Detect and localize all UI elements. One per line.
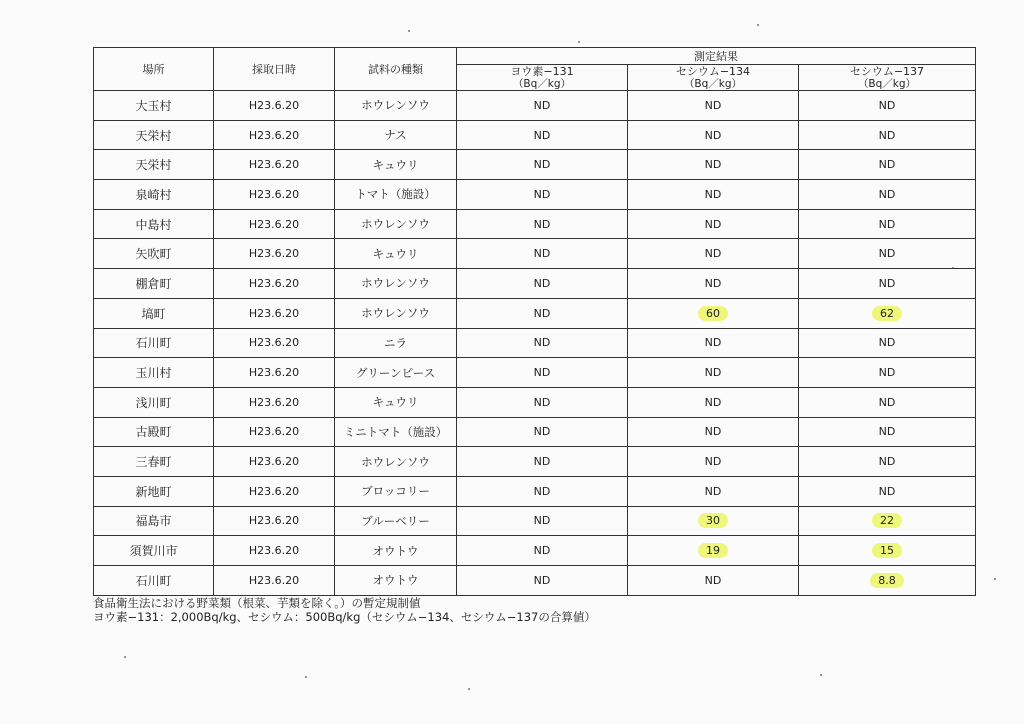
cell-date-value: H23.6.20 bbox=[248, 276, 300, 290]
cell-place bbox=[94, 120, 214, 150]
cell-cesium-134 bbox=[628, 180, 799, 210]
header-iodine-131-label: ヨウ素−131 bbox=[510, 64, 574, 78]
cell-place bbox=[94, 269, 214, 299]
table-row bbox=[94, 506, 976, 536]
cell-iodine-131 bbox=[457, 506, 628, 536]
highlighted-value: 8.8 bbox=[870, 573, 904, 588]
cell-sample-value: グリーンピース bbox=[355, 365, 436, 380]
table-row bbox=[94, 298, 976, 328]
cell-cesium-134 bbox=[628, 328, 799, 358]
cell-sample-value: ホウレンソウ bbox=[361, 454, 430, 469]
cell-sample bbox=[335, 209, 457, 239]
cell-place-value: 石川町 bbox=[135, 336, 172, 351]
cell-iodine-131-value: ND bbox=[533, 98, 551, 112]
cell-cesium-137-value: ND bbox=[878, 455, 896, 469]
cell-sample-value: オウトウ bbox=[372, 573, 419, 588]
cell-sample bbox=[335, 239, 457, 269]
cell-date bbox=[214, 120, 335, 150]
cell-iodine-131 bbox=[457, 566, 628, 596]
cell-cesium-137 bbox=[799, 150, 976, 180]
cell-cesium-137-value: ND bbox=[878, 276, 896, 290]
cell-date bbox=[214, 269, 335, 299]
table-row bbox=[94, 447, 976, 477]
header-iodine-131 bbox=[457, 65, 628, 91]
scan-speck bbox=[305, 676, 307, 678]
scan-speck bbox=[820, 674, 822, 676]
scan-speck bbox=[124, 656, 126, 658]
cell-cesium-137-value: ND bbox=[878, 217, 896, 231]
cell-cesium-134 bbox=[628, 358, 799, 388]
cell-sample-value: ホウレンソウ bbox=[361, 306, 430, 321]
cell-sample bbox=[335, 447, 457, 477]
table-row bbox=[94, 387, 976, 417]
cell-place bbox=[94, 328, 214, 358]
scan-speck bbox=[408, 30, 410, 32]
cell-place-value: 福島市 bbox=[135, 514, 172, 529]
cell-cesium-134-value: ND bbox=[704, 573, 722, 587]
cell-cesium-134 bbox=[628, 150, 799, 180]
cell-place-value: 須賀川市 bbox=[129, 544, 178, 559]
cell-sample bbox=[335, 269, 457, 299]
cell-sample-value: ナス bbox=[384, 128, 407, 143]
cell-date-value: H23.6.20 bbox=[248, 336, 300, 350]
cell-sample-value: ホウレンソウ bbox=[361, 217, 430, 232]
cell-sample bbox=[335, 180, 457, 210]
cell-date bbox=[214, 328, 335, 358]
cell-sample-value: トマト（施設） bbox=[355, 187, 436, 202]
note-line-1: 食品衛生法における野菜類（根菜、芋類を除く。）の暫定規制値 bbox=[93, 596, 421, 610]
cell-date bbox=[214, 150, 335, 180]
table-row bbox=[94, 120, 976, 150]
cell-date bbox=[214, 239, 335, 269]
cell-sample bbox=[335, 328, 457, 358]
cell-iodine-131-value: ND bbox=[533, 514, 551, 528]
cell-sample bbox=[335, 506, 457, 536]
header-cesium-137-label: セシウム−137 bbox=[849, 64, 925, 78]
cell-iodine-131-value: ND bbox=[533, 455, 551, 469]
cell-cesium-137 bbox=[799, 447, 976, 477]
table-row bbox=[94, 91, 976, 121]
cell-cesium-134-value: ND bbox=[704, 247, 722, 261]
header-cesium-137-unit: （Bq／kg） bbox=[857, 77, 917, 90]
cell-cesium-137 bbox=[799, 298, 976, 328]
cell-cesium-134-value: ND bbox=[704, 484, 722, 498]
cell-cesium-134-value: ND bbox=[704, 366, 722, 380]
cell-cesium-134-value: ND bbox=[704, 217, 722, 231]
cell-iodine-131 bbox=[457, 91, 628, 121]
cell-date-value: H23.6.20 bbox=[248, 128, 300, 142]
cell-cesium-137-value: ND bbox=[878, 247, 896, 261]
cell-date-value: H23.6.20 bbox=[248, 395, 300, 409]
highlighted-value: 15 bbox=[872, 543, 902, 558]
cell-cesium-134 bbox=[628, 387, 799, 417]
cell-date-value: H23.6.20 bbox=[248, 158, 300, 172]
cell-place bbox=[94, 209, 214, 239]
cell-cesium-134-value: ND bbox=[704, 276, 722, 290]
table-row bbox=[94, 239, 976, 269]
cell-cesium-137 bbox=[799, 91, 976, 121]
cell-iodine-131 bbox=[457, 476, 628, 506]
table-row bbox=[94, 269, 976, 299]
cell-cesium-137 bbox=[799, 417, 976, 447]
cell-place-value: 新地町 bbox=[135, 484, 172, 499]
cell-cesium-134 bbox=[628, 120, 799, 150]
cell-cesium-134 bbox=[628, 298, 799, 328]
table-row bbox=[94, 476, 976, 506]
cell-cesium-137 bbox=[799, 328, 976, 358]
cell-sample-value: ブルーベリー bbox=[361, 513, 430, 528]
regulation-notes bbox=[93, 596, 596, 624]
cell-date bbox=[214, 417, 335, 447]
cell-place-value: 棚倉町 bbox=[135, 276, 172, 291]
cell-cesium-134-value: ND bbox=[704, 395, 722, 409]
cell-cesium-137 bbox=[799, 387, 976, 417]
header-row-top bbox=[94, 48, 976, 65]
cell-sample-value: キュウリ bbox=[372, 395, 419, 410]
cell-place bbox=[94, 417, 214, 447]
cell-place bbox=[94, 536, 214, 566]
cell-sample-value: ミニトマト（施設） bbox=[343, 424, 448, 439]
table-row bbox=[94, 536, 976, 566]
cell-iodine-131-value: ND bbox=[533, 217, 551, 231]
cell-iodine-131 bbox=[457, 180, 628, 210]
cell-iodine-131 bbox=[457, 120, 628, 150]
cell-sample bbox=[335, 566, 457, 596]
header-cesium-137 bbox=[799, 65, 976, 91]
cell-iodine-131 bbox=[457, 358, 628, 388]
cell-cesium-137 bbox=[799, 506, 976, 536]
cell-place bbox=[94, 150, 214, 180]
cell-cesium-134 bbox=[628, 506, 799, 536]
cell-date-value: H23.6.20 bbox=[248, 187, 300, 201]
scan-speck bbox=[757, 24, 759, 26]
cell-date bbox=[214, 358, 335, 388]
cell-sample bbox=[335, 150, 457, 180]
cell-cesium-137-value: ND bbox=[878, 484, 896, 498]
cell-cesium-134-value: ND bbox=[704, 336, 722, 350]
cell-cesium-137-value: ND bbox=[878, 187, 896, 201]
cell-iodine-131 bbox=[457, 447, 628, 477]
header-iodine-131-unit: （Bq／kg） bbox=[512, 77, 572, 90]
cell-place bbox=[94, 476, 214, 506]
cell-cesium-134-value: ND bbox=[704, 187, 722, 201]
cell-cesium-134 bbox=[628, 417, 799, 447]
cell-cesium-134 bbox=[628, 209, 799, 239]
cell-iodine-131-value: ND bbox=[533, 484, 551, 498]
cell-cesium-134 bbox=[628, 536, 799, 566]
header-date: 採取日時 bbox=[214, 48, 335, 91]
cell-date-value: H23.6.20 bbox=[248, 544, 300, 558]
cell-place bbox=[94, 506, 214, 536]
cell-iodine-131-value: ND bbox=[533, 336, 551, 350]
highlighted-value: 62 bbox=[872, 306, 902, 321]
cell-cesium-137 bbox=[799, 358, 976, 388]
cell-iodine-131-value: ND bbox=[533, 395, 551, 409]
cell-sample-value: ホウレンソウ bbox=[361, 98, 430, 113]
cell-place-value: 古殿町 bbox=[135, 425, 172, 440]
table-row bbox=[94, 150, 976, 180]
cell-date bbox=[214, 506, 335, 536]
cell-place-value: 天栄村 bbox=[135, 158, 172, 173]
table-row bbox=[94, 328, 976, 358]
cell-date bbox=[214, 298, 335, 328]
cell-iodine-131-value: ND bbox=[533, 128, 551, 142]
cell-place bbox=[94, 180, 214, 210]
cell-date-value: H23.6.20 bbox=[248, 484, 300, 498]
cell-sample-value: ホウレンソウ bbox=[361, 276, 430, 291]
table-row bbox=[94, 209, 976, 239]
cell-date-value: H23.6.20 bbox=[248, 306, 300, 320]
cell-cesium-137 bbox=[799, 269, 976, 299]
cell-iodine-131-value: ND bbox=[533, 366, 551, 380]
cell-iodine-131 bbox=[457, 298, 628, 328]
header-sample: 試料の種類 bbox=[335, 48, 457, 91]
cell-place bbox=[94, 91, 214, 121]
cell-place bbox=[94, 298, 214, 328]
cell-iodine-131 bbox=[457, 328, 628, 358]
highlighted-value: 22 bbox=[872, 513, 902, 528]
cell-sample-value: オウトウ bbox=[372, 543, 419, 558]
cell-cesium-134 bbox=[628, 566, 799, 596]
cell-date-value: H23.6.20 bbox=[248, 98, 300, 112]
cell-cesium-137-value: ND bbox=[878, 395, 896, 409]
cell-iodine-131-value: ND bbox=[533, 187, 551, 201]
cell-cesium-134 bbox=[628, 91, 799, 121]
table-row bbox=[94, 417, 976, 447]
cell-date bbox=[214, 387, 335, 417]
cell-cesium-134-value: ND bbox=[704, 455, 722, 469]
cell-place-value: 泉崎村 bbox=[135, 187, 172, 202]
cell-iodine-131 bbox=[457, 387, 628, 417]
cell-date bbox=[214, 536, 335, 566]
cell-sample bbox=[335, 298, 457, 328]
cell-date bbox=[214, 91, 335, 121]
cell-date bbox=[214, 180, 335, 210]
cell-sample bbox=[335, 476, 457, 506]
cell-place bbox=[94, 566, 214, 596]
cell-cesium-137-value: ND bbox=[878, 336, 896, 350]
cell-place-value: 大玉村 bbox=[135, 98, 172, 113]
cell-place-value: 浅川町 bbox=[135, 395, 172, 410]
cell-iodine-131-value: ND bbox=[533, 276, 551, 290]
table-row bbox=[94, 180, 976, 210]
cell-sample bbox=[335, 387, 457, 417]
cell-sample-value: キュウリ bbox=[372, 157, 419, 172]
header-place: 場所 bbox=[94, 48, 214, 91]
highlighted-value: 60 bbox=[698, 306, 728, 321]
cell-sample bbox=[335, 417, 457, 447]
highlighted-value: 19 bbox=[698, 543, 728, 558]
cell-iodine-131 bbox=[457, 239, 628, 269]
cell-place-value: 三春町 bbox=[135, 455, 172, 470]
cell-iodine-131-value: ND bbox=[533, 247, 551, 261]
cell-iodine-131 bbox=[457, 269, 628, 299]
cell-sample bbox=[335, 120, 457, 150]
cell-cesium-137-value: ND bbox=[878, 98, 896, 112]
cell-cesium-137 bbox=[799, 566, 976, 596]
cell-cesium-137 bbox=[799, 120, 976, 150]
cell-cesium-137-value: ND bbox=[878, 128, 896, 142]
cell-sample bbox=[335, 536, 457, 566]
cell-date-value: H23.6.20 bbox=[248, 514, 300, 528]
highlighted-value: 30 bbox=[698, 513, 728, 528]
cell-place bbox=[94, 447, 214, 477]
cell-iodine-131 bbox=[457, 417, 628, 447]
cell-date bbox=[214, 566, 335, 596]
cell-cesium-137 bbox=[799, 536, 976, 566]
cell-iodine-131-value: ND bbox=[533, 573, 551, 587]
cell-date-value: H23.6.20 bbox=[248, 217, 300, 231]
cell-cesium-137 bbox=[799, 476, 976, 506]
cell-iodine-131 bbox=[457, 536, 628, 566]
cell-place bbox=[94, 358, 214, 388]
cell-cesium-137 bbox=[799, 180, 976, 210]
cell-cesium-134-value: ND bbox=[704, 98, 722, 112]
cell-cesium-134-value: ND bbox=[704, 128, 722, 142]
scan-speck bbox=[578, 41, 580, 43]
cell-cesium-134-value: ND bbox=[704, 158, 722, 172]
note-line-2: ヨウ素−131：2,000Bq/kg、セシウム：500Bq/kg（セシウム−134、セシウム−137の合算値） bbox=[93, 610, 596, 624]
header-measurement-group: 測定結果 bbox=[457, 48, 976, 65]
cell-cesium-134 bbox=[628, 447, 799, 477]
cell-cesium-137 bbox=[799, 239, 976, 269]
scan-speck bbox=[468, 688, 470, 690]
cell-place-value: 中島村 bbox=[135, 217, 172, 232]
cell-iodine-131 bbox=[457, 150, 628, 180]
cell-place bbox=[94, 239, 214, 269]
cell-cesium-137-value: ND bbox=[878, 425, 896, 439]
table-body bbox=[94, 91, 976, 596]
cell-place-value: 矢吹町 bbox=[135, 247, 172, 262]
cell-cesium-134-value: ND bbox=[704, 425, 722, 439]
cell-place-value: 玉川村 bbox=[135, 366, 172, 381]
cell-place bbox=[94, 387, 214, 417]
cell-date-value: H23.6.20 bbox=[248, 247, 300, 261]
cell-iodine-131-value: ND bbox=[533, 158, 551, 172]
cell-iodine-131-value: ND bbox=[533, 544, 551, 558]
cell-place-value: 石川町 bbox=[135, 573, 172, 588]
table-row bbox=[94, 358, 976, 388]
cell-date bbox=[214, 447, 335, 477]
cell-iodine-131 bbox=[457, 209, 628, 239]
cell-iodine-131-value: ND bbox=[533, 306, 551, 320]
table-row bbox=[94, 566, 976, 596]
cell-place-value: 天栄村 bbox=[135, 128, 172, 143]
header-cesium-134 bbox=[628, 65, 799, 91]
cell-cesium-134 bbox=[628, 239, 799, 269]
header-cesium-134-label: セシウム−134 bbox=[675, 64, 751, 78]
cell-cesium-137 bbox=[799, 209, 976, 239]
cell-sample-value: キュウリ bbox=[372, 246, 419, 261]
cell-cesium-134 bbox=[628, 269, 799, 299]
cell-date-value: H23.6.20 bbox=[248, 455, 300, 469]
cell-date-value: H23.6.20 bbox=[248, 425, 300, 439]
cell-date bbox=[214, 476, 335, 506]
cell-sample-value: ニラ bbox=[384, 335, 407, 350]
scan-speck bbox=[994, 578, 996, 580]
cell-sample bbox=[335, 358, 457, 388]
cell-date-value: H23.6.20 bbox=[248, 573, 300, 587]
cell-place-value: 塙町 bbox=[141, 306, 166, 321]
cell-date bbox=[214, 209, 335, 239]
cell-cesium-137-value: ND bbox=[878, 158, 896, 172]
cell-iodine-131-value: ND bbox=[533, 425, 551, 439]
cell-sample bbox=[335, 91, 457, 121]
cell-sample-value: ブロッコリー bbox=[361, 484, 430, 499]
cell-date-value: H23.6.20 bbox=[248, 366, 300, 380]
cell-cesium-134 bbox=[628, 476, 799, 506]
measurement-results-table bbox=[93, 47, 976, 596]
header-cesium-134-unit: （Bq／kg） bbox=[683, 77, 743, 90]
cell-cesium-137-value: ND bbox=[878, 366, 896, 380]
